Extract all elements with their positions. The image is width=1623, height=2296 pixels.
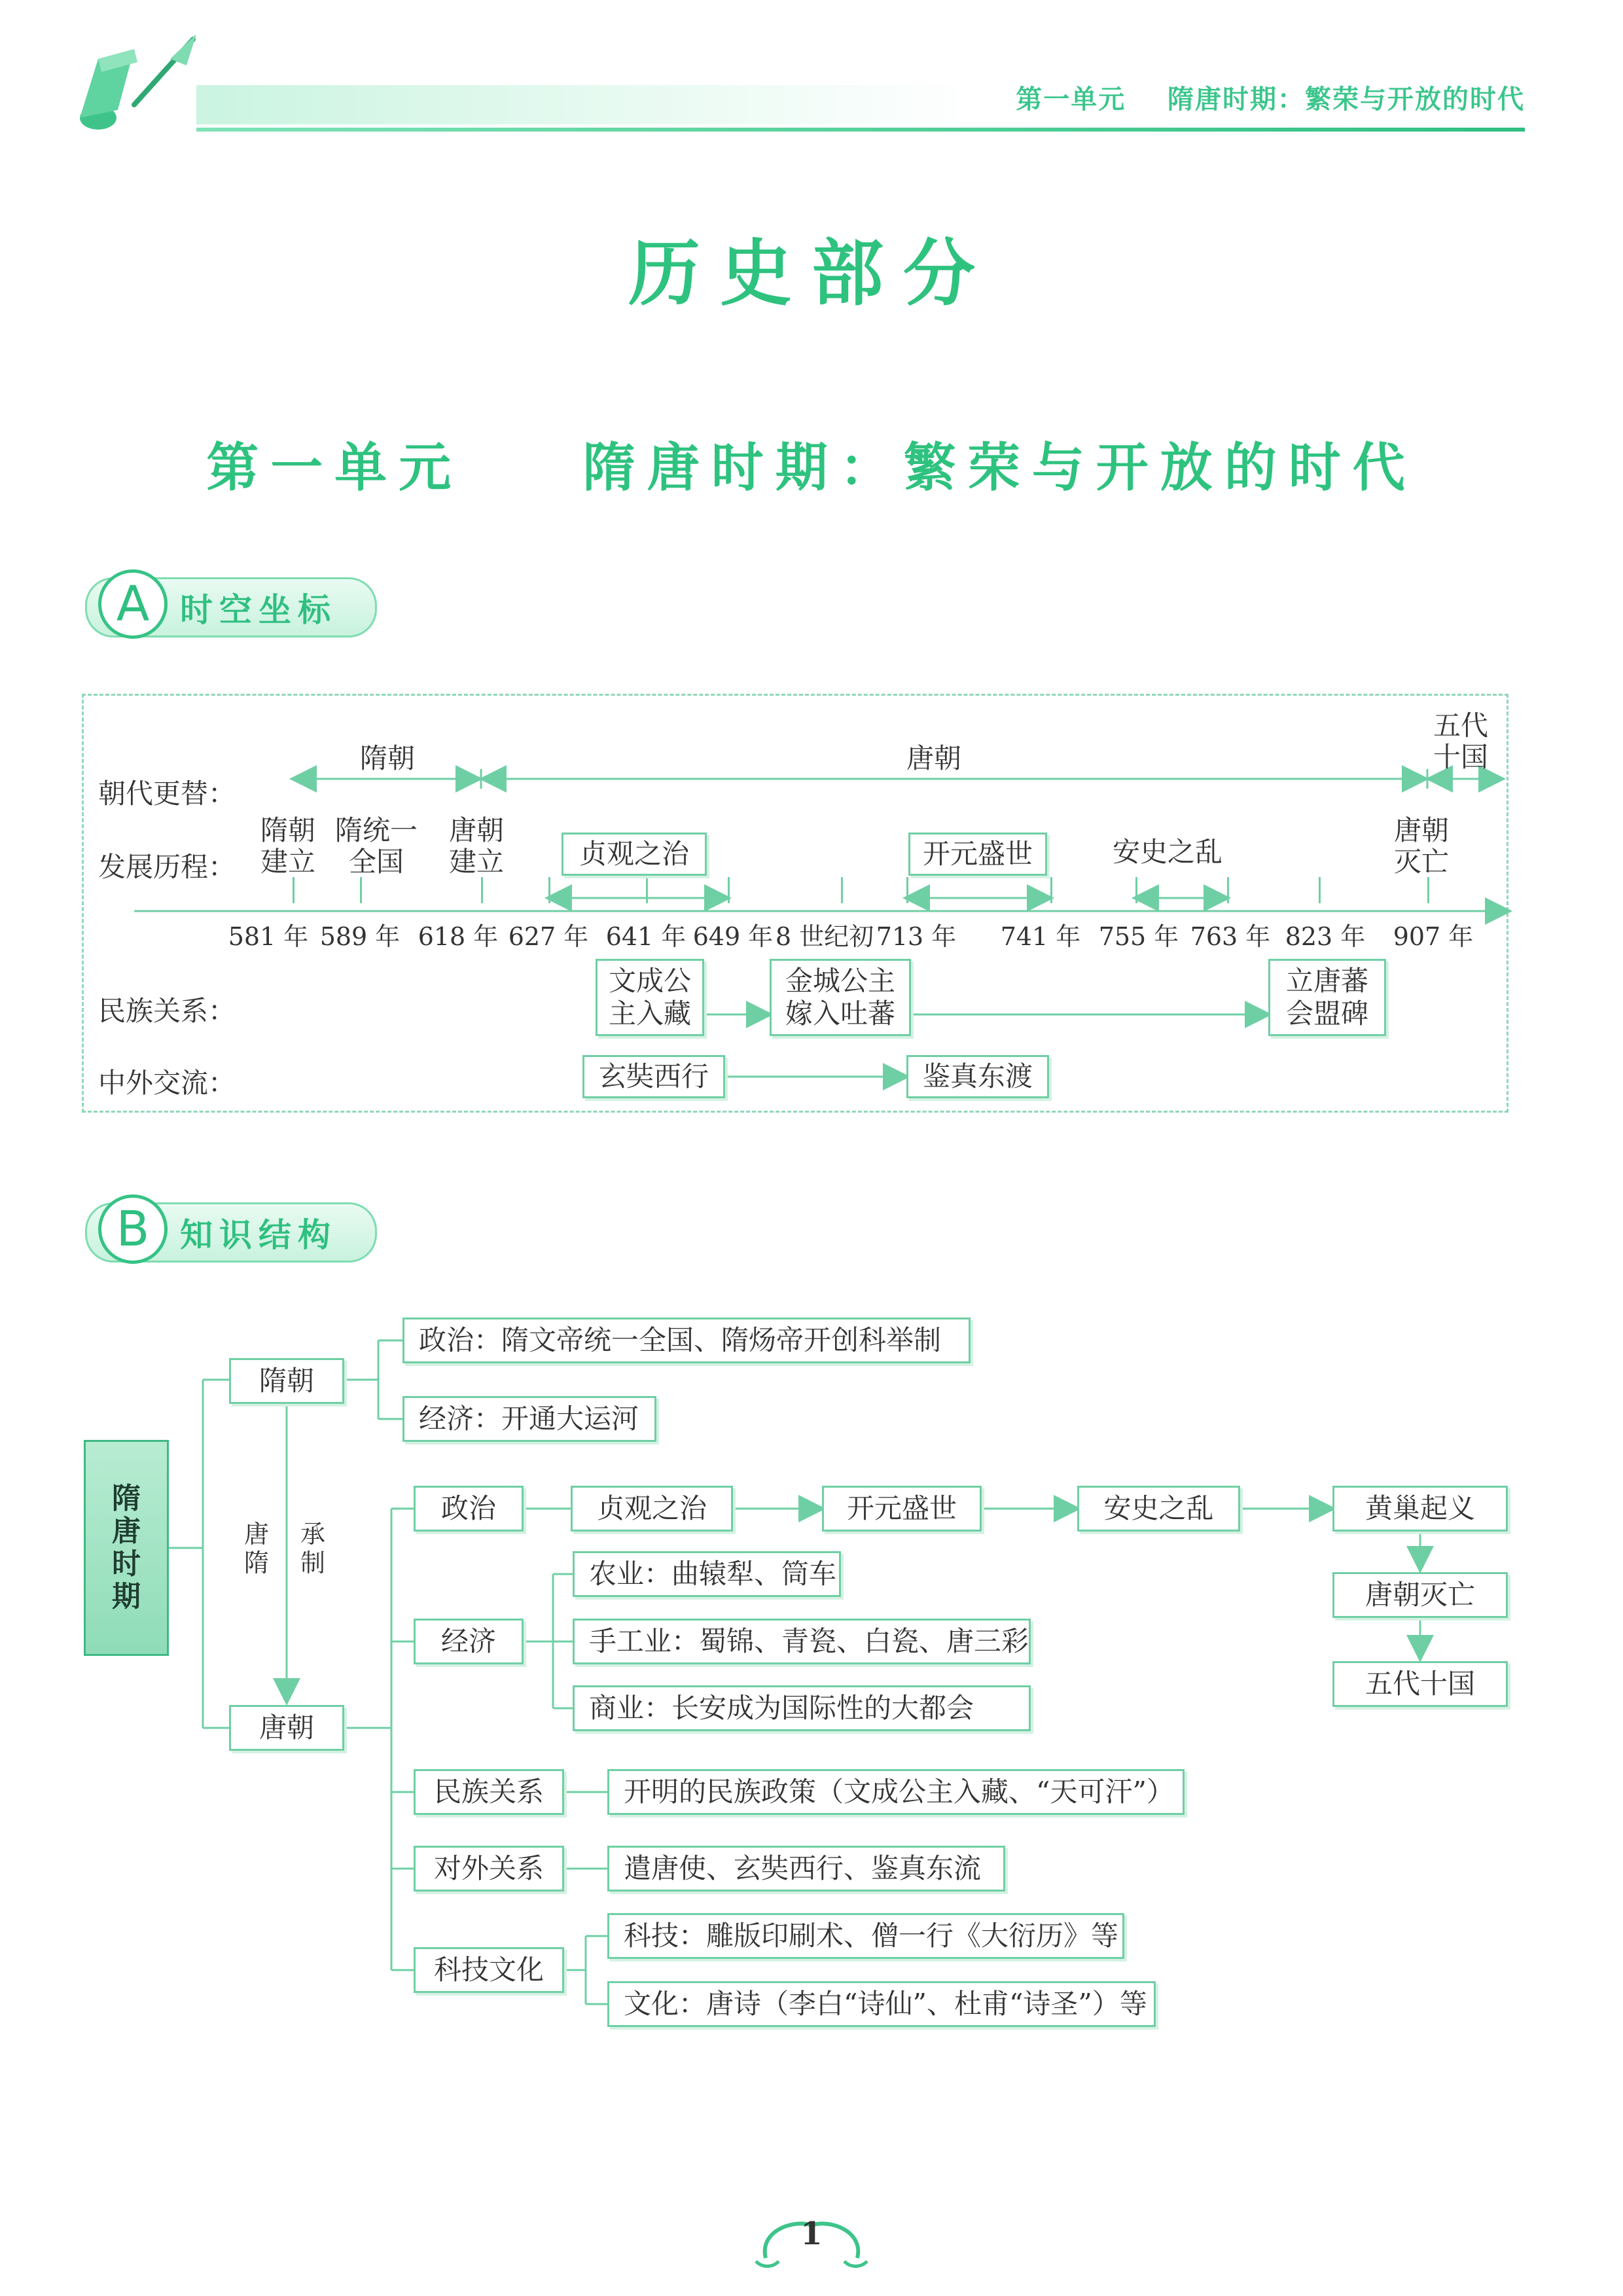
sui-economy: 经济：开通大运河 <box>402 1396 656 1442</box>
ethnic-tangfan: 立唐蕃 会盟碑 <box>1268 959 1386 1036</box>
year-label: 589 年 <box>319 922 401 951</box>
chain-kaiyuan: 开元盛世 <box>822 1486 982 1532</box>
node-tang: 唐朝 <box>229 1705 344 1751</box>
tang-foreign: 对外关系 <box>414 1846 564 1892</box>
event-kaiyuan: 开元盛世 <box>908 833 1047 876</box>
dynasty-five: 五代 十国 <box>1433 709 1489 773</box>
chain-huangchao: 黄巢起义 <box>1332 1486 1508 1532</box>
year-label: 907 年 <box>1393 922 1474 951</box>
year-label: 713 年 <box>876 922 957 951</box>
year-label: 618 年 <box>418 922 499 951</box>
structure-root-label: 隋唐时期 <box>112 1482 141 1613</box>
section-a-label: 时空坐标 <box>180 591 337 629</box>
event-zhenguan: 贞观之治 <box>562 833 707 876</box>
tang-economy: 经济 <box>414 1619 524 1664</box>
structure-root <box>84 1440 169 1656</box>
economy-commerce: 商业：长安成为国际性的大都会 <box>573 1685 1031 1731</box>
economy-craft: 手工业：蜀锦、青瓷、白瓷、唐三彩 <box>573 1619 1031 1664</box>
succession-left-text: 唐隋 <box>243 1520 269 1577</box>
dynasty-sui: 隋朝 <box>360 742 416 774</box>
year-label: 641 年 <box>605 922 687 951</box>
tang-ethnic: 民族关系 <box>414 1769 564 1815</box>
row-label-dynasty: 朝代更替： <box>98 778 236 810</box>
row-label-ethnic: 民族关系： <box>98 995 236 1027</box>
year-label: 8 世纪初 <box>775 922 874 951</box>
chain-anshi: 安史之乱 <box>1077 1486 1240 1532</box>
event-tang-fall: 唐朝 灭亡 <box>1394 814 1450 878</box>
year-label: 649 年 <box>692 922 774 951</box>
succession-right <box>300 1520 326 1577</box>
unit-title: 第一单元 隋唐时期：繁荣与开放的时代 <box>206 437 1417 498</box>
ethnic-wencheng: 文成公 主入藏 <box>596 959 704 1036</box>
section-b-letter: B <box>98 1194 168 1264</box>
year-label: 581 年 <box>228 922 309 951</box>
running-header: 第一单元 隋唐时期：繁荣与开放的时代 <box>1016 84 1525 115</box>
tang-politics: 政治 <box>414 1486 524 1532</box>
page-number: 1 <box>800 2215 823 2252</box>
chain-five-dynasties: 五代十国 <box>1332 1661 1508 1707</box>
culture-tech: 科技：雕版印刷术、僧一行《大衍历》等 <box>607 1913 1124 1959</box>
chain-zhenguan: 贞观之治 <box>571 1486 733 1532</box>
node-sui: 隋朝 <box>229 1358 344 1404</box>
chain-tang-fall: 唐朝灭亡 <box>1332 1572 1508 1618</box>
row-label-foreign: 中外交流： <box>98 1067 236 1099</box>
section-b-label: 知识结构 <box>180 1216 337 1254</box>
foreign-xuanzang: 玄奘西行 <box>582 1055 725 1098</box>
year-label: 741 年 <box>1000 922 1081 951</box>
culture-literature: 文化：唐诗（李白“诗仙”、杜甫“诗圣”）等 <box>607 1981 1156 2027</box>
ethnic-policy: 开明的民族政策（文成公主入藏、“天可汗”） <box>607 1769 1185 1815</box>
section-a-letter: A <box>98 569 168 639</box>
dynasty-tang: 唐朝 <box>906 742 962 774</box>
year-label: 627 年 <box>508 922 589 951</box>
succession-right-text: 承制 <box>300 1520 325 1577</box>
event-sui-founded: 隋朝 建立 <box>260 814 316 878</box>
foreign-jianzhen: 鉴真东渡 <box>906 1055 1049 1098</box>
page-title: 历史部分 <box>628 231 995 315</box>
year-label: 755 年 <box>1098 922 1179 951</box>
year-label: 763 年 <box>1190 922 1271 951</box>
year-label: 823 年 <box>1285 922 1366 951</box>
tang-culture: 科技文化 <box>414 1947 564 1993</box>
sui-politics: 政治：隋文帝统一全国、隋炀帝开创科举制 <box>402 1318 971 1363</box>
event-anshi: 安史之乱 <box>1113 836 1223 868</box>
event-sui-unify: 隋统一 全国 <box>335 814 418 878</box>
event-tang-founded: 唐朝 建立 <box>449 814 505 878</box>
row-label-development: 发展历程： <box>98 851 236 883</box>
economy-agri: 农业：曲辕犁、筒车 <box>573 1551 841 1597</box>
foreign-detail: 遣唐使、玄奘西行、鉴真东流 <box>607 1846 1005 1892</box>
succession-left <box>243 1520 270 1577</box>
ethnic-jincheng: 金城公主 嫁入吐蕃 <box>770 959 911 1036</box>
